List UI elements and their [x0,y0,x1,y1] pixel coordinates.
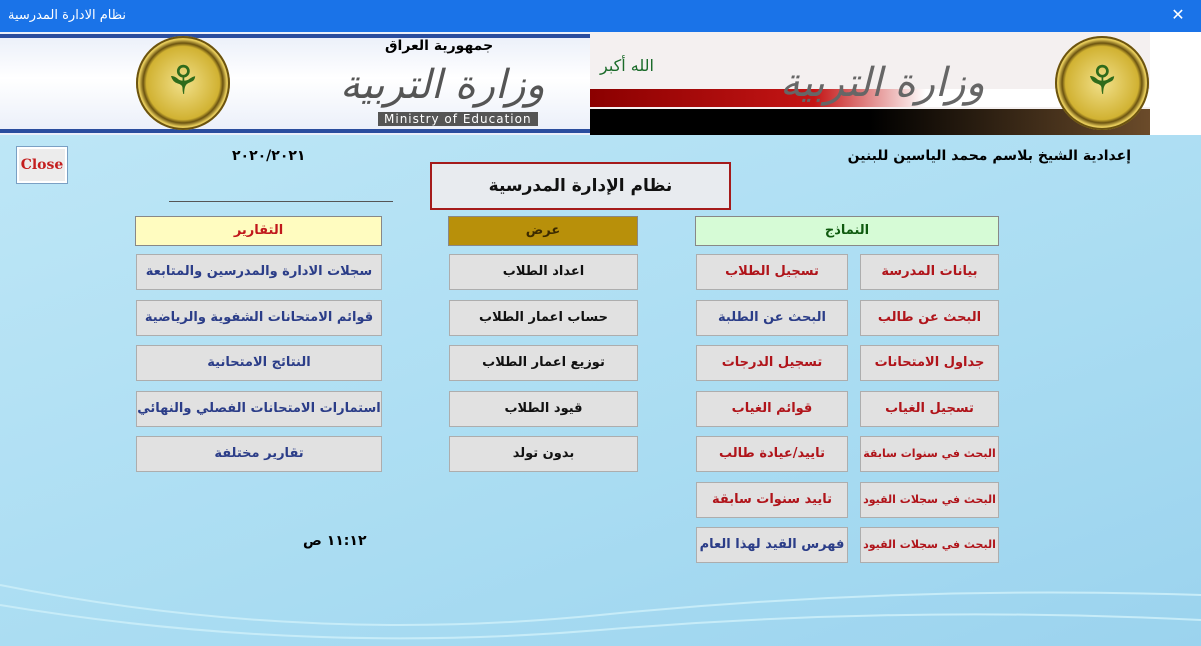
form-button[interactable]: بيانات المدرسة [860,254,999,290]
form-button[interactable]: البحث عن الطلبة [696,300,848,336]
banner-stripe-bottom [0,129,590,133]
ministry-seal-right [1055,36,1149,130]
report-button[interactable]: قوائم الامتحانات الشفوية والرياضية [136,300,382,336]
form-button[interactable]: تسجيل الغياب [860,391,999,427]
ministry-name-en: Ministry of Education [378,112,538,126]
form-button[interactable]: تسجيل الطلاب [696,254,848,290]
view-button[interactable]: توزيع اعمار الطلاب [449,345,638,381]
form-button[interactable]: تاييد سنوات سابقة [696,482,848,518]
window-close-button[interactable]: ✕ [1171,5,1185,24]
window-title: نظام الادارة المدرسية [8,8,127,23]
section-reports-header: التقارير [135,216,382,246]
report-button[interactable]: النتائج الامتحانية [136,345,382,381]
banner-stripe-top [0,34,590,38]
form-button[interactable]: البحث في سجلات القيود [860,482,999,518]
form-button[interactable]: جداول الامتحانات [860,345,999,381]
republic-label: جمهورية العراق [385,38,494,54]
main-panel [0,135,1201,646]
system-title: نظام الإدارة المدرسية [430,162,731,210]
close-button[interactable]: Close [16,146,68,184]
form-button[interactable]: البحث في سنوات سابقة [860,436,999,472]
form-button[interactable]: قوائم الغياب [696,391,848,427]
form-button[interactable]: البحث عن طالب [860,300,999,336]
report-button[interactable]: سجلات الادارة والمدرسين والمتابعة [136,254,382,290]
flag-takbir: الله أكبر [600,56,654,75]
form-button[interactable]: تسجيل الدرجات [696,345,848,381]
ministry-name-ar-right: وزارة التربية [780,60,985,106]
ministry-seal-left [136,36,230,130]
section-forms-header: النماذج [695,216,999,246]
current-time: ١١:١٢ ص [303,533,367,549]
view-button[interactable]: اعداد الطلاب [449,254,638,290]
divider [169,201,393,202]
ministry-name-ar: وزارة التربية [340,62,545,108]
form-button[interactable]: فهرس القيد لهذا العام [696,527,848,563]
view-button[interactable]: بدون تولد [449,436,638,472]
report-button[interactable]: تقارير مختلفة [136,436,382,472]
academic-year: ٢٠٢٠/٢٠٢١ [232,148,306,164]
form-button[interactable]: البحث في سجلات القيود [860,527,999,563]
banner [0,32,1201,135]
view-button[interactable]: حساب اعمار الطلاب [449,300,638,336]
school-name: إعدادية الشيخ بلاسم محمد الياسين للبنين [847,148,1131,164]
view-button[interactable]: قيود الطلاب [449,391,638,427]
title-bar [0,0,1201,32]
section-view-header: عرض [448,216,638,246]
report-button[interactable]: استمارات الامتحانات الفصلي والنهائي [136,391,382,427]
background-wave [0,565,1201,646]
banner-left [0,32,590,135]
form-button[interactable]: تاييد/عيادة طالب [696,436,848,472]
banner-right [590,32,1150,135]
